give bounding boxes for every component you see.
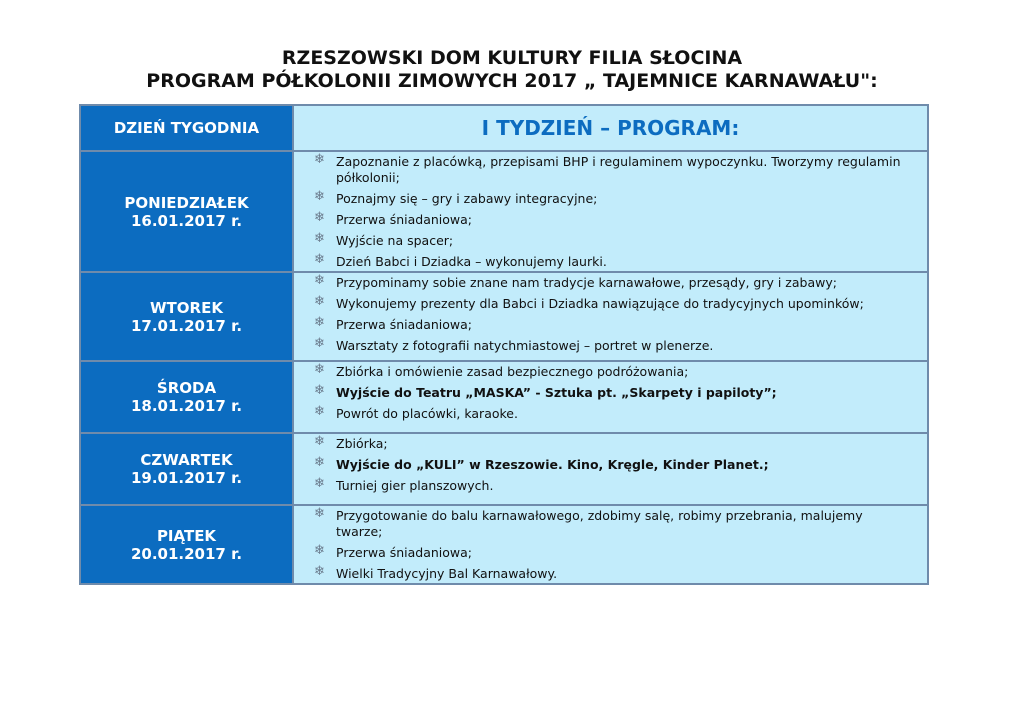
snowflake-icon: ❄ — [314, 231, 325, 246]
table-row — [80, 151, 928, 272]
day-date: 19.01.2017 r. — [130, 469, 243, 487]
activity-item — [314, 364, 907, 380]
activity-item — [314, 275, 907, 291]
activity-item — [314, 545, 907, 561]
activity-item — [314, 191, 907, 207]
activity-item — [314, 317, 907, 333]
table-row — [80, 505, 928, 584]
activity-item — [314, 436, 907, 452]
activity-text: Wielki Tradycyjny Bal Karnawałowy. — [336, 566, 558, 581]
snowflake-icon: ❄ — [314, 434, 325, 449]
document-title — [0, 47, 1024, 93]
activity-item — [314, 296, 907, 312]
day-cell — [80, 505, 293, 584]
activity-item — [314, 254, 907, 270]
activity-item — [314, 406, 907, 422]
snowflake-icon: ❄ — [314, 564, 325, 579]
snowflake-icon: ❄ — [314, 383, 325, 398]
table-row — [80, 272, 928, 361]
table-row — [80, 433, 928, 505]
title-line-1: RZESZOWSKI DOM KULTURY FILIA SŁOCINA — [281, 47, 743, 69]
activity-text: Przypominamy sobie znane nam tradycje karnawałowe, przesądy, gry i zabawy; — [336, 275, 837, 290]
activity-list — [294, 434, 927, 495]
day-date: 16.01.2017 r. — [130, 211, 243, 230]
activity-list — [294, 506, 927, 583]
activity-text: Zapoznanie z placówką, przepisami BHP i regulaminem wypoczynku. Tworzymy regulamin półkolonii; — [336, 154, 901, 185]
activity-list — [294, 362, 927, 423]
day-name: PIĄTEK — [156, 526, 217, 545]
program-table — [79, 104, 929, 585]
snowflake-icon: ❄ — [314, 404, 325, 419]
table-header-row — [80, 105, 928, 151]
activity-item — [314, 457, 907, 473]
snowflake-icon: ❄ — [314, 210, 325, 225]
day-name: ŚRODA — [156, 379, 217, 397]
table-row — [80, 361, 928, 433]
activity-text: Przygotowanie do balu karnawałowego, zdobimy salę, robimy przebrania, malujemy twarze; — [336, 508, 863, 539]
header-day-cell: DZIEŃ TYGODNIA — [80, 105, 293, 151]
day-cell — [80, 433, 293, 505]
activity-text: Zbiórka i omówienie zasad bezpiecznego podróżowania; — [336, 364, 689, 379]
activity-item — [314, 338, 907, 354]
activity-text: Wykonujemy prezenty dla Babci i Dziadka nawiązujące do tradycyjnych upominków; — [336, 296, 864, 311]
activity-text: Wyjście do „KULI” w Rzeszowie. Kino, Kręgle, Kinder Planet.; — [336, 457, 769, 472]
program-cell — [293, 433, 928, 505]
snowflake-icon: ❄ — [314, 252, 325, 267]
activity-text: Wyjście do Teatru „MASKA” - Sztuka pt. „Skarpety i papiloty”; — [336, 385, 777, 400]
snowflake-icon: ❄ — [314, 189, 325, 204]
activity-item — [314, 566, 907, 582]
activity-text: Wyjście na spacer; — [336, 233, 454, 248]
activity-text: Poznajmy się – gry i zabawy integracyjne; — [336, 191, 598, 206]
snowflake-icon: ❄ — [314, 315, 325, 330]
day-cell — [80, 272, 293, 361]
day-cell — [80, 361, 293, 433]
snowflake-icon: ❄ — [314, 476, 325, 491]
day-name: PONIEDZIAŁEK — [124, 193, 249, 212]
activity-text: Przerwa śniadaniowa; — [336, 545, 473, 560]
activity-item — [314, 233, 907, 249]
snowflake-icon: ❄ — [314, 362, 325, 377]
activity-item — [314, 478, 907, 494]
activity-text: Dzień Babci i Dziadka – wykonujemy laurki. — [336, 254, 607, 269]
day-date: 18.01.2017 r. — [130, 397, 243, 415]
activity-text: Zbiórka; — [336, 436, 388, 451]
activity-item — [314, 154, 907, 186]
snowflake-icon: ❄ — [314, 543, 325, 558]
activity-list — [294, 273, 927, 355]
snowflake-icon: ❄ — [314, 294, 325, 309]
day-date: 17.01.2017 r. — [130, 316, 243, 335]
activity-text: Powrót do placówki, karaoke. — [336, 406, 518, 421]
activity-text: Turniej gier planszowych. — [336, 478, 494, 493]
snowflake-icon: ❄ — [314, 455, 325, 470]
title-line-2: PROGRAM PÓŁKOLONII ZIMOWYCH 2017 „ TAJEMNICE KARNAWAŁU": — [146, 70, 878, 92]
activity-item — [314, 508, 907, 540]
snowflake-icon: ❄ — [314, 152, 325, 167]
activity-item — [314, 385, 907, 401]
activity-text: Przerwa śniadaniowa; — [336, 317, 473, 332]
activity-item — [314, 212, 907, 228]
day-cell — [80, 151, 293, 272]
day-date: 20.01.2017 r. — [130, 544, 243, 563]
day-name: WTOREK — [150, 298, 223, 317]
program-cell — [293, 272, 928, 361]
activity-list — [294, 152, 927, 271]
program-cell — [293, 505, 928, 584]
day-name: CZWARTEK — [140, 451, 233, 469]
program-cell — [293, 151, 928, 272]
header-program-cell: I TYDZIEŃ – PROGRAM: — [293, 105, 928, 151]
snowflake-icon: ❄ — [314, 336, 325, 351]
snowflake-icon: ❄ — [314, 506, 325, 521]
activity-text: Przerwa śniadaniowa; — [336, 212, 473, 227]
program-cell — [293, 361, 928, 433]
activity-text: Warsztaty z fotografii natychmiastowej – portret w plenerze. — [336, 338, 714, 353]
snowflake-icon: ❄ — [314, 273, 325, 288]
